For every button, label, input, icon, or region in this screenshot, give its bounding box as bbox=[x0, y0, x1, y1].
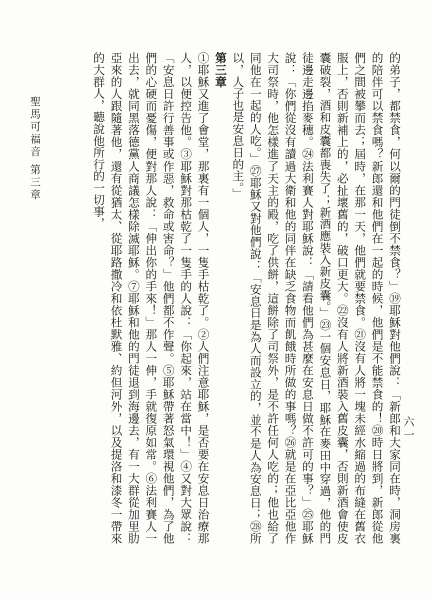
running-head bbox=[28, 96, 43, 201]
chapter-heading: 第三章 bbox=[213, 52, 228, 88]
main-text bbox=[90, 52, 403, 544]
running-head-book: 聖馬可福音 bbox=[29, 96, 41, 159]
chapter-paragraph: ①耶穌又進了會堂，那裏有一個人，一隻手枯乾了。②人們注意耶穌，是否要在安息日治療那人，以便控告他。③耶穌對那枯乾了一隻手的人說：「你起來，站在當中！」④又對大眾說：「安息日許行善事或作惡，救命或害命？」他們都不作聲。⑤耶穌帶著怒氣環視他們，為了他們的心硬而憂傷，便對那人說：「伸出你的手來！」那人一伸，手就復原如常。⑥法利賽人一出去，就同黑落德黨人商議怎樣除滅耶穌。⑦耶穌和他的門徒退到海邊去，有一大群從加里肋亞來的人跟隨著他，還有從猶太、從耶路撒冷和依杜默雅、約但河外，以及提洛和漆冬一帶來的大群人，聽說他所行的一切事， bbox=[92, 52, 211, 544]
running-head-chapter: 第三章 bbox=[29, 163, 41, 202]
page-number: 六一 bbox=[402, 416, 415, 442]
body-paragraph: 的弟子，都禁食，何以爾的門徒倒不禁食？」⑲耶穌對他們說：「新郎和大家同在時，洞房裏的陪伴可以禁食嗎？新郎還和他們在一起的時候，他們是不能禁食的！⑳時日將到，新郎從他們之間被攀而去；屆時，在那一天，他們就要禁食。㉑沒有人將一塊未經水縮過的布縫在舊衣服上，否則新補上的，必扯壞舊的，破口更大。㉒沒有人將新酒裝入舊皮囊，否則新酒會使皮囊破裂，酒和皮囊都喪失了；新酒應裝入新皮囊。」㉓一個安息日，耶穌在麥田中穿過，他的門徒邊走邊掐麥穗。㉔法利賽人對耶穌說：「請看他們為甚麼在安息日做不許可的事？」㉕耶穌說：「你們從沒有讀過大衛和他的同伴在缺乏食物而飢餓時所做的事嗎？㉖就是在亞比亞他作大司祭時，他怎樣進了天主的殿，吃了供餅，這餅除了司祭外，是不許任何人吃的；他也給了同他在一起的人吃。」㉗耶穌又對他們說：「安息日是為人而設立的，並不是人為安息日；㉘所以，人子也是安息日的主。」 bbox=[231, 52, 402, 544]
